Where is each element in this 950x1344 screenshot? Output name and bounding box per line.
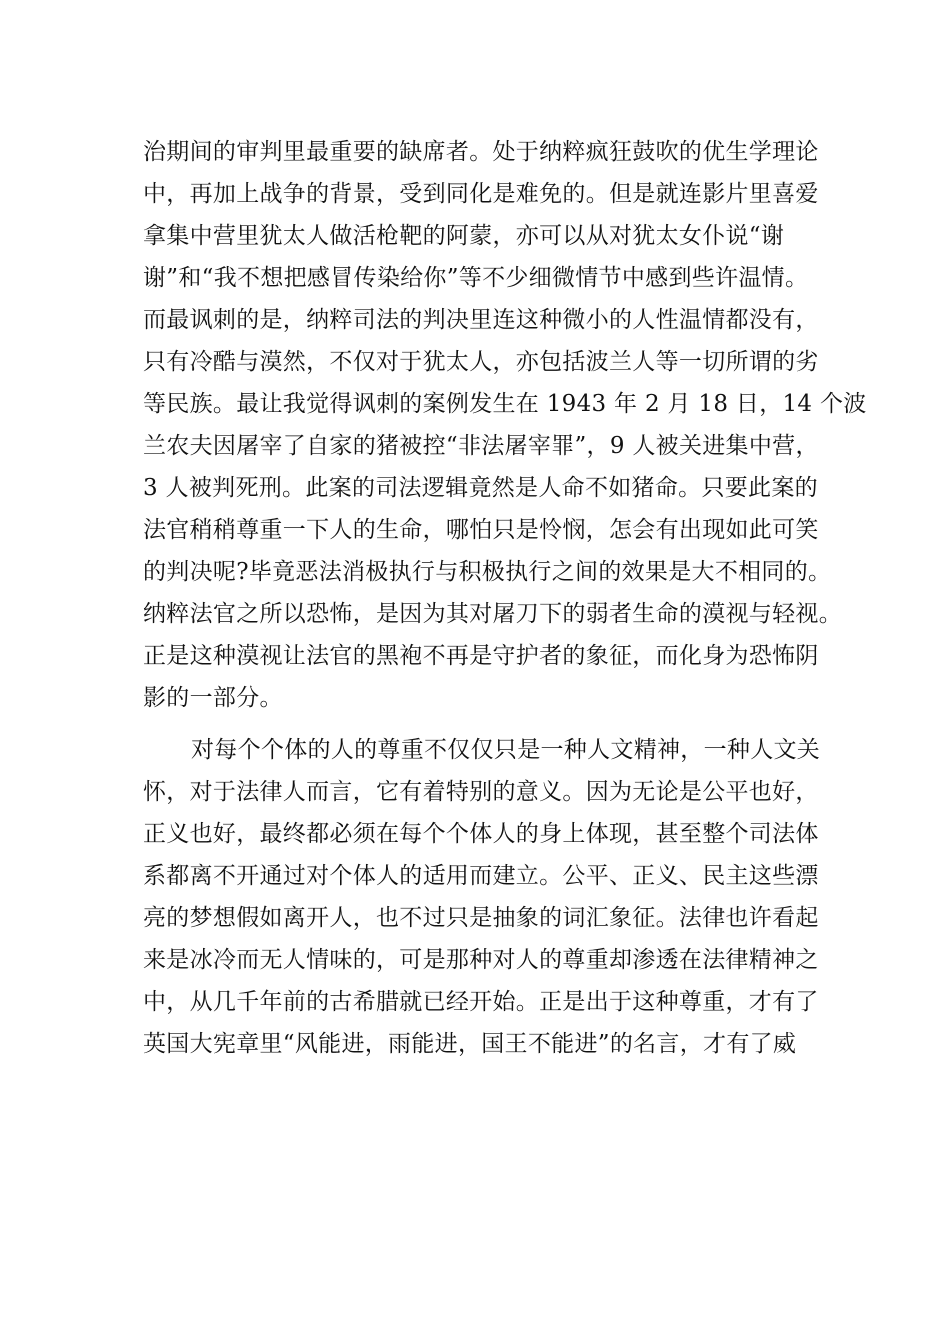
paragraph-1-line-1: 治期间的审判里最重要的缺席者。处于纳粹疯狂鼓吹的优生学理论 [143, 139, 819, 165]
paragraph-1-line-5: 而最讽刺的是，纳粹司法的判决里连这种微小的人性温情都没有， [143, 307, 819, 333]
paragraph-2-line-3: 正义也好，最终都必须在每个个体人的身上体现，甚至整个司法体 [143, 821, 819, 847]
paragraph-2-line-7: 中，从几千年前的古希腊就已经开始。正是出于这种尊重，才有了 [143, 989, 819, 1015]
paragraph-1-line-6: 只有冷酷与漠然，不仅对于犹太人，亦包括波兰人等一切所谓的劣 [143, 349, 819, 375]
paragraph-2-line-5: 亮的梦想假如离开人，也不过只是抽象的词汇象征。法律也许看起 [143, 905, 819, 931]
paragraph-1-line-8: 兰农夫因屠宰了自家的猪被控“非法屠宰罪”，9 人被关进集中营， [143, 433, 819, 459]
paragraph-1-line-9: 3 人被判死刑。此案的司法逻辑竟然是人命不如猪命。只要此案的 [143, 475, 818, 501]
paragraph-1-line-11: 的判决呢?毕竟恶法消极执行与积极执行之间的效果是大不相同的。 [143, 559, 832, 585]
paragraph-1-line-7: 等民族。最让我觉得讽刺的案例发生在 1943 年 2 月 18 日，14 个波 [143, 391, 867, 417]
paragraph-1-line-2: 中，再加上战争的背景，受到同化是难免的。但是就连影片里喜爱 [143, 181, 819, 207]
paragraph-1-line-13: 正是这种漠视让法官的黑袍不再是守护者的象征，而化身为恐怖阴 [143, 643, 819, 669]
paragraph-1-line-14: 影的一部分。 [143, 685, 283, 711]
paragraph-2-line-8: 英国大宪章里“风能进，雨能进，国王不能进”的名言，才有了威 [143, 1031, 797, 1057]
paragraph-1-line-4: 谢”和“我不想把感冒传染给你”等不少细微情节中感到些许温情。 [143, 265, 809, 291]
paragraph-2-line-2: 怀，对于法律人而言，它有着特别的意义。因为无论是公平也好， [143, 779, 819, 805]
paragraph-2-line-6: 来是冰冷而无人情味的，可是那种对人的尊重却渗透在法律精神之 [143, 947, 819, 973]
paragraph-1-line-3: 拿集中营里犹太人做活枪靶的阿蒙，亦可以从对犹太女仆说“谢 [143, 223, 785, 249]
paragraph-2-line-4: 系都离不开通过对个体人的适用而建立。公平、正义、民主这些漂 [143, 863, 819, 889]
paragraph-1-line-10: 法官稍稍尊重一下人的生命，哪怕只是怜悯，怎会有出现如此可笑 [143, 517, 819, 543]
paragraph-1-line-12: 纳粹法官之所以恐怖，是因为其对屠刀下的弱者生命的漠视与轻视。 [143, 601, 842, 627]
paragraph-2-line-1: 对每个个体的人的尊重不仅仅只是一种人文精神，一种人文关 [191, 737, 821, 763]
